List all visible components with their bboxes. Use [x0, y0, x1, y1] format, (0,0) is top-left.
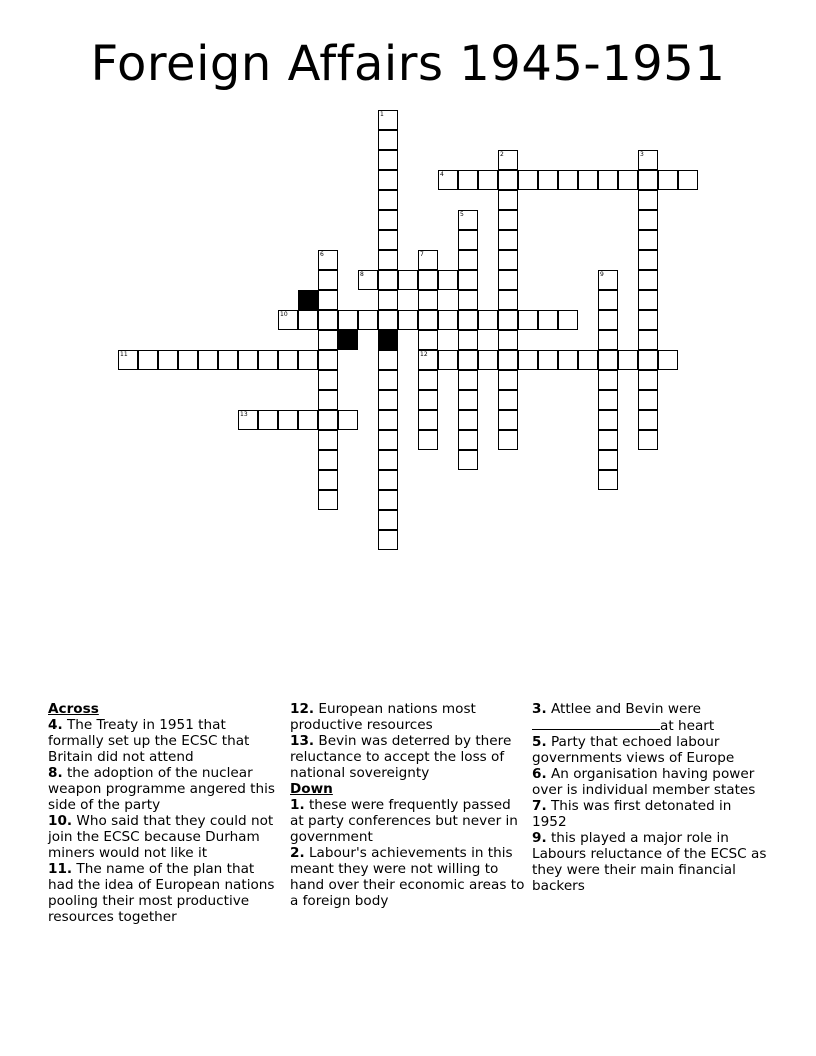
grid-cell[interactable] [378, 150, 398, 170]
grid-cell[interactable] [638, 270, 658, 290]
grid-cell[interactable] [638, 230, 658, 250]
grid-cell[interactable] [458, 210, 478, 230]
grid-cell[interactable] [258, 350, 278, 370]
grid-cell[interactable] [638, 150, 658, 170]
grid-cell[interactable] [498, 210, 518, 230]
grid-cell[interactable] [458, 350, 478, 370]
grid-cell[interactable] [378, 510, 398, 530]
clue-number: 3 [640, 151, 644, 158]
grid-cell[interactable] [578, 350, 598, 370]
clue-column-middle [290, 701, 526, 909]
clue-number: 5 [460, 211, 464, 218]
grid-cell[interactable] [438, 270, 458, 290]
grid-cell[interactable] [438, 310, 458, 330]
clue-down-9: 9. this played a major role in Labours reluctance of the ECSC as they were their main financial backers [532, 830, 767, 894]
grid-cell[interactable] [598, 390, 618, 410]
grid-cell[interactable] [378, 490, 398, 510]
grid-cell[interactable] [598, 170, 618, 190]
grid-cell[interactable] [598, 310, 618, 330]
clue-across-10: 10. Who said that they could not join the ECSC because Durham miners would not like it [48, 813, 274, 861]
clue-number: 2 [500, 151, 504, 158]
grid-cell[interactable] [378, 170, 398, 190]
grid-cell[interactable] [598, 450, 618, 470]
grid-cell[interactable] [318, 350, 338, 370]
grid-cell[interactable] [458, 270, 478, 290]
grid-cell[interactable] [418, 290, 438, 310]
grid-cell[interactable] [278, 310, 298, 330]
clue-number: 7 [420, 251, 424, 258]
grid-cell[interactable] [178, 350, 198, 370]
grid-cell[interactable] [458, 330, 478, 350]
grid-cell[interactable] [138, 350, 158, 370]
grid-cell[interactable] [538, 170, 558, 190]
grid-cell[interactable] [638, 350, 658, 370]
grid-cell[interactable] [458, 370, 478, 390]
grid-cell[interactable] [498, 170, 518, 190]
grid-cell[interactable] [418, 370, 438, 390]
grid-cell[interactable] [418, 250, 438, 270]
grid-cell[interactable] [618, 170, 638, 190]
clue-number: 11 [120, 351, 128, 358]
grid-cell[interactable] [278, 410, 298, 430]
grid-cell[interactable] [318, 490, 338, 510]
grid-cell[interactable] [318, 450, 338, 470]
grid-cell[interactable] [378, 270, 398, 290]
grid-cell[interactable] [418, 310, 438, 330]
grid-cell[interactable] [398, 270, 418, 290]
grid-cell[interactable] [538, 310, 558, 330]
grid-cell[interactable] [618, 350, 638, 370]
grid-cell[interactable] [438, 170, 458, 190]
grid-cell[interactable] [118, 350, 138, 370]
grid-cell[interactable] [338, 410, 358, 430]
grid-cell[interactable] [458, 310, 478, 330]
grid-cell[interactable] [378, 130, 398, 150]
grid-cell[interactable] [638, 290, 658, 310]
grid-cell[interactable] [598, 330, 618, 350]
grid-cell[interactable] [598, 470, 618, 490]
grid-cell[interactable] [238, 350, 258, 370]
grid-cell[interactable] [498, 350, 518, 370]
grid-cell[interactable] [158, 350, 178, 370]
grid-cell[interactable] [638, 250, 658, 270]
grid-cell[interactable] [318, 370, 338, 390]
grid-cell[interactable] [418, 410, 438, 430]
grid-cell[interactable] [398, 310, 418, 330]
grid-cell[interactable] [378, 370, 398, 390]
grid-cell[interactable] [378, 210, 398, 230]
grid-cell[interactable] [198, 350, 218, 370]
grid-cell[interactable] [578, 170, 598, 190]
grid-cell[interactable] [518, 350, 538, 370]
grid-cell[interactable] [498, 230, 518, 250]
clue-number: 13 [240, 411, 248, 418]
grid-cell[interactable] [458, 230, 478, 250]
grid-cell[interactable] [638, 210, 658, 230]
grid-cell[interactable] [318, 310, 338, 330]
black-cell [338, 330, 358, 350]
grid-cell[interactable] [358, 270, 378, 290]
grid-cell[interactable] [638, 410, 658, 430]
black-cell [298, 290, 318, 310]
grid-cell[interactable] [458, 450, 478, 470]
grid-cell[interactable] [318, 430, 338, 450]
clue-across-11: 11. The name of the plan that had the idea of European nations pooling their most productive resources together [48, 861, 275, 925]
grid-cell[interactable] [378, 410, 398, 430]
grid-cell[interactable] [258, 410, 278, 430]
answer-blank [532, 717, 660, 730]
grid-cell[interactable] [378, 290, 398, 310]
grid-cell[interactable] [298, 310, 318, 330]
grid-cell[interactable] [298, 410, 318, 430]
grid-cell[interactable] [458, 250, 478, 270]
grid-cell[interactable] [318, 390, 338, 410]
clue-number: 6 [320, 251, 324, 258]
grid-cell[interactable] [378, 350, 398, 370]
grid-cell[interactable] [598, 430, 618, 450]
grid-cell[interactable] [638, 430, 658, 450]
grid-cell[interactable] [378, 310, 398, 330]
grid-cell[interactable] [498, 430, 518, 450]
grid-cell[interactable] [458, 390, 478, 410]
grid-cell[interactable] [638, 190, 658, 210]
clue-across-4: 4. The Treaty in 1951 that formally set up the ECSC that Britain did not attend [48, 717, 250, 765]
grid-cell[interactable] [598, 370, 618, 390]
clue-across-12: 12. European nations most productive resources [290, 701, 476, 733]
clue-across-8: 8. the adoption of the nuclear weapon programme angered this side of the party [48, 765, 275, 813]
grid-cell[interactable] [238, 410, 258, 430]
grid-cell[interactable] [478, 310, 498, 330]
grid-cell[interactable] [658, 350, 678, 370]
grid-cell[interactable] [518, 310, 538, 330]
clue-down-7: 7. This was first detonated in 1952 [532, 798, 732, 830]
grid-cell[interactable] [458, 430, 478, 450]
clue-column-right [532, 701, 768, 894]
grid-cell[interactable] [378, 530, 398, 550]
grid-cell[interactable] [338, 310, 358, 330]
grid-cell[interactable] [418, 350, 438, 370]
grid-cell[interactable] [598, 290, 618, 310]
grid-cell[interactable] [498, 410, 518, 430]
grid-cell[interactable] [498, 390, 518, 410]
grid-cell[interactable] [378, 450, 398, 470]
grid-cell[interactable] [458, 170, 478, 190]
grid-cell[interactable] [378, 430, 398, 450]
clue-down-5: 5. Party that echoed labour governments views of Europe [532, 734, 735, 766]
grid-cell[interactable] [218, 350, 238, 370]
grid-cell[interactable] [458, 410, 478, 430]
grid-cell[interactable] [498, 270, 518, 290]
grid-cell[interactable] [378, 250, 398, 270]
grid-cell[interactable] [318, 290, 338, 310]
grid-cell[interactable] [518, 170, 538, 190]
grid-cell[interactable] [378, 390, 398, 410]
clue-number: 10 [280, 311, 288, 318]
grid-cell[interactable] [458, 290, 478, 310]
grid-cell[interactable] [278, 350, 298, 370]
clue-number: 4 [440, 171, 444, 178]
grid-cell[interactable] [498, 330, 518, 350]
grid-cell[interactable] [418, 330, 438, 350]
down-header: Down [290, 781, 333, 797]
grid-cell[interactable] [498, 150, 518, 170]
grid-cell[interactable] [318, 470, 338, 490]
grid-cell[interactable] [418, 430, 438, 450]
grid-cell[interactable] [378, 230, 398, 250]
grid-cell[interactable] [558, 310, 578, 330]
grid-cell[interactable] [638, 370, 658, 390]
grid-cell[interactable] [318, 250, 338, 270]
clue-number: 8 [360, 271, 364, 278]
grid-cell[interactable] [378, 190, 398, 210]
clue-down-6: 6. An organisation having power over is individual member states [532, 766, 756, 798]
grid-cell[interactable] [678, 170, 698, 190]
clue-number: 1 [380, 111, 384, 118]
grid-cell[interactable] [378, 110, 398, 130]
clue-across-13: 13. Bevin was deterred by there reluctance to accept the loss of national sovereignty [290, 733, 512, 781]
grid-cell[interactable] [498, 290, 518, 310]
grid-cell[interactable] [478, 170, 498, 190]
grid-cell[interactable] [378, 470, 398, 490]
grid-cell[interactable] [498, 250, 518, 270]
grid-cell[interactable] [638, 170, 658, 190]
grid-cell[interactable] [298, 350, 318, 370]
clue-down-2: 2. Labour's achievements in this meant they were not willing to hand over their economic areas to a foreign body [290, 845, 525, 909]
grid-cell[interactable] [638, 310, 658, 330]
grid-cell[interactable] [598, 270, 618, 290]
grid-cell[interactable] [638, 330, 658, 350]
grid-cell[interactable] [318, 410, 338, 430]
clue-column-left [48, 701, 284, 925]
grid-cell[interactable] [598, 410, 618, 430]
grid-cell[interactable] [418, 270, 438, 290]
grid-cell[interactable] [318, 270, 338, 290]
clue-number: 12 [420, 351, 428, 358]
grid-cell[interactable] [638, 390, 658, 410]
grid-cell[interactable] [478, 350, 498, 370]
grid-cell[interactable] [418, 390, 438, 410]
across-header: Across [48, 701, 99, 717]
clue-down-1: 1. these were frequently passed at party conferences but never in government [290, 797, 518, 845]
grid-cell[interactable] [358, 310, 378, 330]
grid-cell[interactable] [438, 350, 458, 370]
grid-cell[interactable] [658, 170, 678, 190]
grid-cell[interactable] [558, 350, 578, 370]
clue-down-3: 3. Attlee and Bevin were at heart [532, 701, 715, 734]
grid-cell[interactable] [498, 190, 518, 210]
grid-cell[interactable] [558, 170, 578, 190]
grid-cell[interactable] [498, 370, 518, 390]
black-cell [378, 330, 398, 350]
page-title: Foreign Affairs 1945-1951 [90, 36, 726, 92]
grid-cell[interactable] [538, 350, 558, 370]
grid-cell[interactable] [318, 330, 338, 350]
clue-number: 9 [600, 271, 604, 278]
grid-cell[interactable] [498, 310, 518, 330]
grid-cell[interactable] [598, 350, 618, 370]
